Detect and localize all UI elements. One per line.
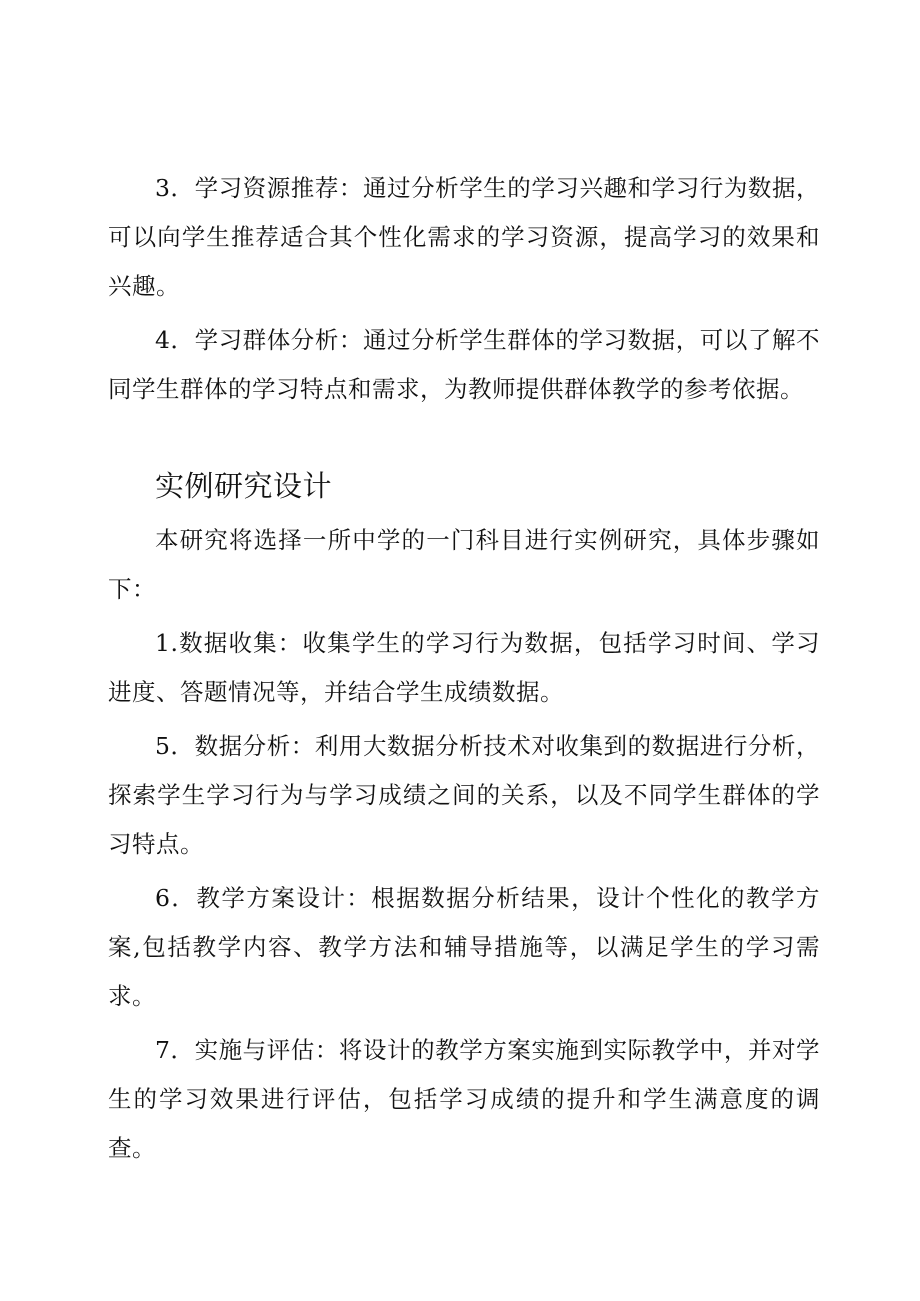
step-teaching-plan-design: 6．教学方案设计：根据数据分析结果，设计个性化的教学方案,包括教学内容、教学方法和辅导措施等，以满足学生的学习需求。 bbox=[108, 884, 820, 1010]
step-data-collection: 1.数据收集：收集学生的学习行为数据，包括学习时间、学习进度、答题情况等，并结合学生成绩数据。 bbox=[108, 629, 820, 706]
paragraph-learning-group-analysis: 4．学习群体分析：通过分析学生群体的学习数据，可以了解不同学生群体的学习特点和需求，为教师提供群体教学的参考依据。 bbox=[108, 326, 820, 403]
step-data-analysis: 5．数据分析：利用大数据分析技术对收集到的数据进行分析，探索学生学习行为与学习成绩之间的关系，以及不同学生群体的学习特点。 bbox=[108, 732, 820, 858]
step-implementation-evaluation: 7．实施与评估：将设计的教学方案实施到实际教学中，并对学生的学习效果进行评估，包括学习成绩的提升和学生满意度的调查。 bbox=[108, 1036, 820, 1162]
document-body bbox=[108, 164, 820, 1173]
section-heading: 实例研究设计 bbox=[155, 469, 333, 503]
paragraph-learning-resource-recommendation: 3．学习资源推荐：通过分析学生的学习兴趣和学习行为数据，可以向学生推荐适合其个性化需求的学习资源，提高学习的效果和兴趣。 bbox=[108, 174, 820, 300]
paragraph-intro: 本研究将选择一所中学的一门科目进行实例研究，具体步骤如下： bbox=[108, 526, 820, 603]
